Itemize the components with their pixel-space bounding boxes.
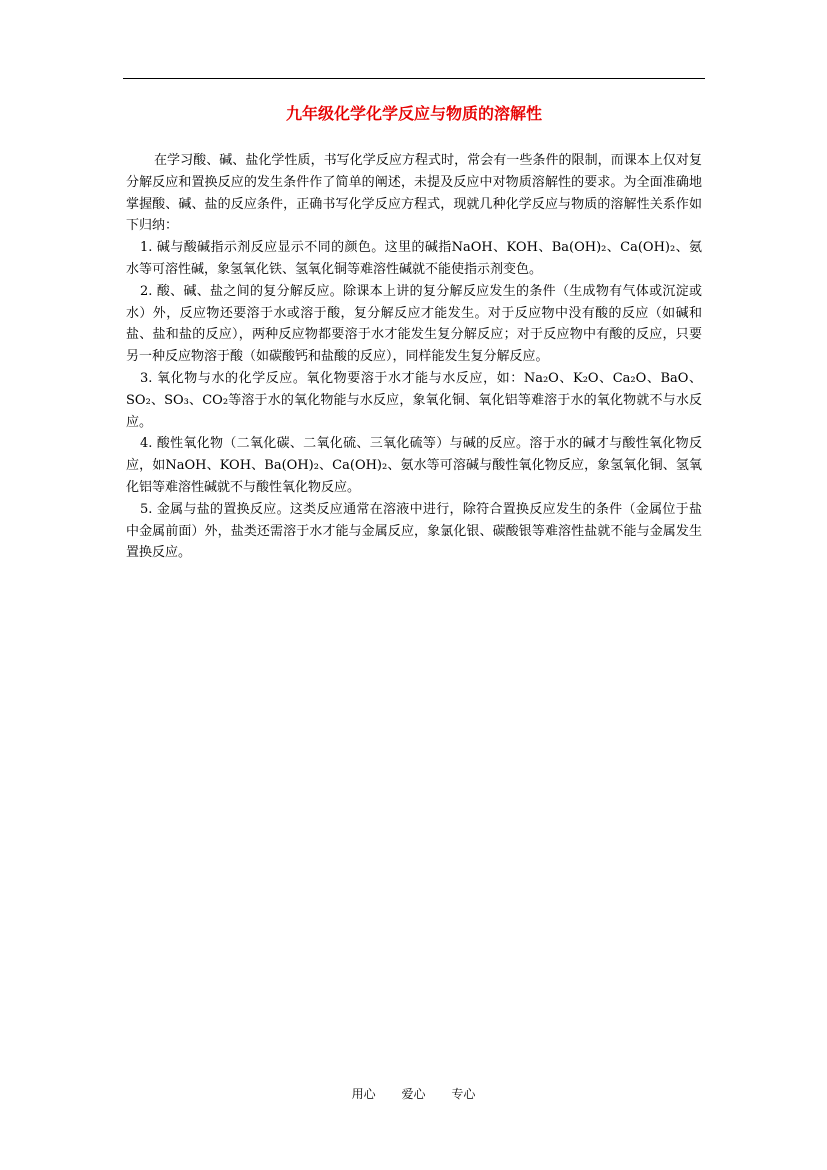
footer-word-2: 爱心: [401, 1087, 426, 1101]
page-footer: [0, 1086, 827, 1102]
intro-paragraph: 在学习酸、碱、盐化学性质，书写化学反应方程式时，常会有一些条件的限制，而课本上仅对复分解反应和置换反应的发生条件作了简单的阐述，未提及反应中对物质溶解性的要求。为全面准确地掌握酸、碱、盐的反应条件，正确书写化学反应方程式，现就几种化学反应与物质的溶解性关系作如下归纳：: [126, 153, 702, 234]
document-title: 九年级化学化学反应与物质的溶解性: [285, 104, 542, 123]
footer-word-3: 专心: [451, 1087, 476, 1101]
list-item-1: 1. 碱与酸碱指示剂反应显示不同的颜色。这里的碱指NaOH、KOH、Ba(OH)₂、Ca(OH)₂、氨水等可溶性碱，象氢氧化铁、氢氧化铜等难溶性碱就不能使指示剂变色。: [126, 240, 702, 277]
footer-word-1: 用心: [351, 1087, 376, 1101]
list-item-5: 5. 金属与盐的置换反应。这类反应通常在溶液中进行，除符合置换反应发生的条件（金属位于盐中金属前面）外，盐类还需溶于水才能与金属反应，象氯化银、碳酸银等难溶性盐就不能与金属发生置换反应。: [126, 501, 702, 561]
list-item-4: 4. 酸性氧化物（二氧化碳、二氧化硫、三氧化硫等）与碱的反应。溶于水的碱才与酸性氧化物反应，如NaOH、KOH、Ba(OH)₂、Ca(OH)₂、氨水等可溶碱与酸性氧化物反应，象氢氧化铜、氢氧化铝等难溶性碱就不与酸性氧化物反应。: [126, 436, 702, 495]
document-body: [126, 150, 702, 564]
list-item-3: 3. 氧化物与水的化学反应。氧化物要溶于水才能与水反应，如：Na₂O、K₂O、Ca₂O、BaO、SO₂、SO₃、CO₂等溶于水的氧化物能与水反应，象氧化铜、氧化铝等难溶于水的氧化物就不与水反应。: [126, 370, 702, 430]
header-rule: [123, 78, 705, 79]
list-item-2: 2. 酸、碱、盐之间的复分解反应。除课本上讲的复分解反应发生的条件（生成物有气体或沉淀或水）外，反应物还要溶于水或溶于酸，复分解反应才能发生。对于反应物中没有酸的反应（如碱和盐、盐和盐的反应），两种反应物都要溶于水才能发生复分解反应；对于反应物中有酸的反应，只要另一种反应物溶于酸（如碳酸钙和盐酸的反应），同样能发生复分解反应。: [126, 283, 702, 365]
